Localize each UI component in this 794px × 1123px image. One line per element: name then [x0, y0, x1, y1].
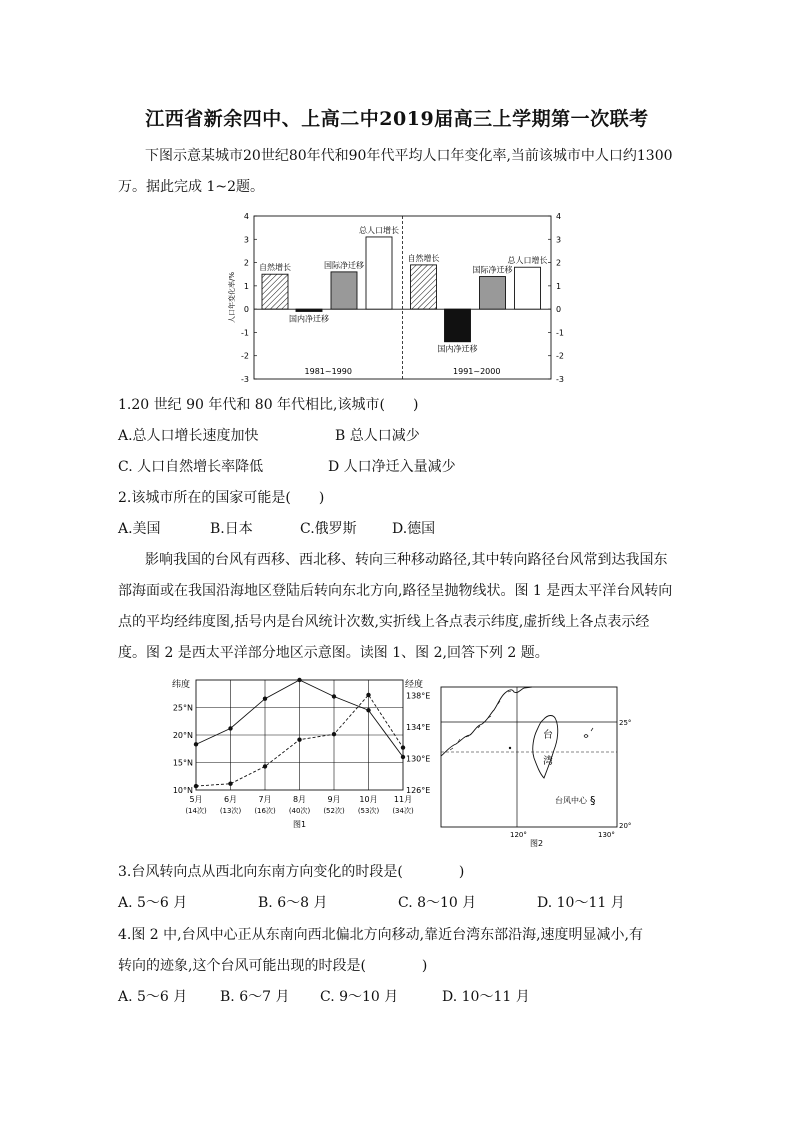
question-2-option-b: B.日本: [210, 521, 253, 537]
y-tick-label-right: 1: [556, 281, 562, 291]
china-coastline: [441, 687, 532, 756]
question-2-option-d: D.德国: [392, 521, 436, 537]
fig1-y-label-right: 经度: [405, 680, 424, 690]
question-3-option-a: A. 5～6 月: [118, 895, 188, 911]
ryukyu-islands: [584, 728, 593, 738]
population-change-chart: [224, 208, 584, 384]
intro-paragraph-1-cont: 万。据此完成 1~2题。: [118, 179, 264, 195]
fig1-lon-tick: 126°E: [406, 786, 431, 795]
label-tai: 台: [543, 730, 553, 741]
question-3-option-b: B. 6～8 月: [258, 895, 328, 911]
bar-label: 自然增长: [259, 263, 291, 273]
bar-1-4: [366, 237, 392, 309]
question-3-option-c: C. 8～10 月: [398, 895, 477, 911]
fig1-month-label: 6月: [223, 795, 238, 804]
bar-2-4: [515, 267, 541, 309]
longitude-point: [401, 745, 405, 749]
lat-label-25: 25°: [619, 719, 632, 727]
small-island: [509, 747, 511, 749]
latitude-point: [366, 708, 370, 712]
longitude-point: [194, 784, 198, 788]
bar-label: 总人口增长: [507, 256, 548, 266]
y-tick-label-left: 0: [243, 305, 249, 315]
fig1-month-label: 11月: [393, 795, 413, 804]
question-4-stem-line-2: 转向的迹象,这个台风可能出现的时段是( ): [118, 958, 428, 974]
question-4-option-b: B. 6～7 月: [220, 989, 290, 1005]
fig1-lat-tick: 25°N: [172, 703, 193, 713]
figure-2-caption: 图2: [530, 839, 544, 848]
fig1-month-label: 8月: [292, 795, 307, 804]
bar-2-3: [480, 277, 506, 310]
latitude-point: [263, 697, 267, 701]
latitude-point: [194, 742, 198, 746]
y-axis-label: 人口年变化率/%: [228, 271, 236, 324]
question-3-option-d: D. 10～11 月: [537, 895, 625, 911]
longitude-point: [332, 732, 336, 736]
y-tick-label-right: 3: [556, 235, 562, 245]
fig1-count-label: (40次): [288, 807, 311, 815]
question-4-option-a: A. 5～6 月: [118, 989, 188, 1005]
y-tick-label-left: 3: [243, 235, 249, 245]
question-2-stem: 2.该城市所在的国家可能是( ): [118, 490, 325, 506]
typhoon-turning-point-chart: [160, 672, 440, 847]
fig1-month-label: 9月: [327, 795, 341, 804]
intro-paragraph-2-line-1: 影响我国的台风有西移、西北移、转向三种移动路径,其中转向路径台风常到达我国东: [145, 552, 668, 568]
longitude-point: [263, 764, 267, 768]
page-title: 江西省新余四中、上高二中2019届高三上学期第一次联考: [145, 108, 649, 130]
y-tick-label-right: -1: [556, 328, 564, 338]
intro-paragraph-2-line-4: 度。图 2 是西太平洋部分地区示意图。读图 1、图 2,回答下列 2 题。: [118, 645, 549, 661]
fig1-count-label: (13次): [219, 807, 242, 815]
fig1-lon-tick: 134°E: [406, 723, 431, 733]
question-4-stem-line-1: 4.图 2 中,台风中心正从东南向西北偏北方向移动,靠近台湾东部沿海,速度明显减小,有: [118, 927, 643, 943]
longitude-point: [297, 738, 301, 742]
fig1-count-label: (34次): [392, 807, 414, 815]
question-2-option-a: A.美国: [118, 521, 161, 537]
question-1-option-c: C. 人口自然增长率降低: [118, 459, 264, 475]
bar-1-2: [296, 309, 322, 311]
y-tick-label-left: -1: [241, 328, 249, 338]
y-tick-label-left: 1: [243, 281, 249, 291]
bar-1-1: [262, 274, 288, 309]
fig1-lat-tick: 20°N: [172, 731, 193, 740]
latitude-point: [332, 694, 336, 698]
bar-2-2: [445, 309, 471, 342]
bar-label: 国内净迁移: [437, 344, 478, 354]
fig1-lon-tick: 130°E: [406, 754, 431, 764]
question-4-option-c: C. 9～10 月: [320, 989, 399, 1005]
lon-label-130: 130°: [598, 831, 615, 839]
fig1-count-label: (53次): [357, 807, 380, 815]
question-1-stem: 1.20 世纪 90 年代和 80 年代相比,该城市( ): [118, 397, 419, 413]
question-4-option-d: D. 10～11 月: [442, 989, 530, 1005]
west-pacific-map: [438, 680, 638, 848]
bar-label: 国内净迁移: [289, 314, 329, 324]
taiwan-island: [533, 716, 558, 779]
fig1-lat-tick: 15°N: [172, 758, 193, 768]
y-tick-label-right: 0: [556, 305, 562, 315]
question-1-option-d: D 人口净迁入量减少: [328, 459, 456, 475]
bar-label: 总人口增长: [359, 225, 399, 235]
intro-paragraph-1: 下图示意某城市20世纪80年代和90年代平均人口年变化率,当前该城市中人口约1300: [145, 148, 673, 164]
y-tick-label-left: -2: [241, 351, 249, 361]
question-2-option-c: C.俄罗斯: [300, 521, 357, 537]
fig1-month-label: 10月: [359, 795, 378, 804]
y-tick-label-left: 2: [243, 258, 249, 268]
fig1-y-label-left: 纬度: [172, 680, 191, 690]
question-3-stem: 3.台风转向点从西北向东南方向变化的时段是( ): [118, 864, 465, 880]
intro-paragraph-2-line-3: 点的平均经纬度图,括号内是台风统计次数,实折线上各点表示纬度,虚折线上各点表示经: [118, 614, 650, 630]
y-tick-label-right: 2: [556, 258, 562, 268]
y-tick-label-left: -3: [241, 375, 249, 384]
y-tick-label-right: -3: [556, 375, 564, 384]
intro-paragraph-2-line-2: 部海面或在我国沿海地区登陆后转向东北方向,路径呈抛物线状。图 1 是西太平洋台风转向: [118, 583, 673, 599]
bar-label: 国际净迁移: [472, 265, 513, 275]
lat-label-20: 20°: [619, 822, 632, 830]
fig1-lat-tick: 10°N: [172, 786, 193, 795]
fig1-lon-tick: 138°E: [406, 691, 431, 701]
longitude-point: [366, 693, 370, 697]
fig1-count-label: (16次): [254, 807, 276, 815]
fig1-count-label: (14次): [185, 807, 207, 815]
latitude-point: [297, 678, 301, 682]
typhoon-center-label: 台风中心: [555, 796, 587, 805]
fig1-month-label: 7月: [258, 795, 272, 804]
period-label: 1991~2000: [453, 367, 501, 376]
lon-label-120: 120°: [510, 831, 527, 839]
latitude-point: [401, 755, 405, 759]
longitude-point: [228, 782, 232, 786]
question-1-option-b: B 总人口减少: [335, 428, 420, 444]
bar-label: 自然增长: [407, 253, 440, 263]
label-wan: 湾: [543, 756, 553, 767]
typhoon-symbol-icon: §: [590, 794, 596, 807]
period-label: 1981~1990: [304, 367, 352, 376]
y-tick-label-left: 4: [243, 212, 249, 221]
bar-2-1: [411, 265, 437, 309]
latitude-point: [228, 726, 232, 730]
y-tick-label-right: 4: [556, 212, 562, 221]
y-tick-label-right: -2: [556, 351, 564, 361]
fig1-count-label: (52次): [323, 807, 345, 815]
bar-label: 国际净迁移: [324, 260, 364, 270]
fig1-month-label: 5月: [189, 795, 203, 804]
figure-1-caption: 图1: [292, 820, 307, 829]
question-1-option-a: A.总人口增长速度加快: [118, 428, 259, 444]
bar-1-3: [331, 272, 357, 309]
